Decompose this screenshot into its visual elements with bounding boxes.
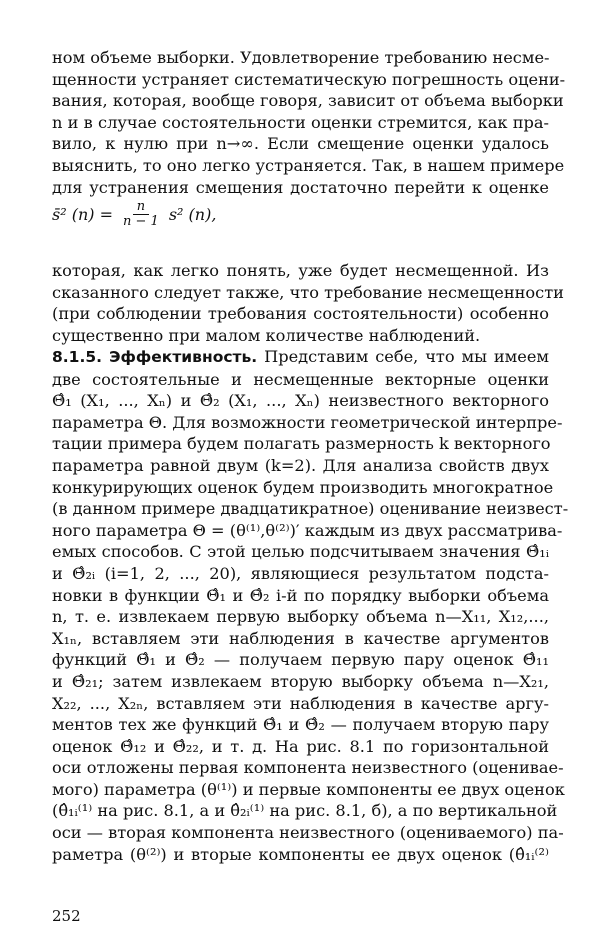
text-line: выяснить, то оно легко устраняется. Так, в нашем примере — [52, 155, 565, 175]
text-line: сказанного следует также, что требование несмещенности — [52, 282, 564, 302]
text-line: оценок Θ̂₁₂ и Θ̂₂₂, и т. д. На рис. 8.1 по горизонтальной — [52, 736, 549, 756]
paragraph-1 — [52, 47, 566, 198]
text-line: мого) параметра (θ⁽¹⁾) и первые компоненты ее двух оценок — [52, 779, 565, 799]
text-line: тации примера будем полагать размерность k векторного — [52, 434, 551, 454]
page-number: 252 — [52, 907, 81, 925]
section-heading: 8.1.5. Эффективность. — [52, 348, 258, 366]
text-line: (θ̂₁ᵢ⁽¹⁾ на рис. 8.1, а и θ̂₂ᵢ⁽¹⁾ на рис. 8.1, б), а по вертикальной — [52, 801, 558, 821]
text-line: существенно при малом количестве наблюдений. — [52, 325, 481, 345]
text-line: две состоятельные и несмещенные векторные оценки — [52, 369, 549, 389]
formula — [52, 200, 216, 229]
formula-right: s² (n), — [168, 205, 217, 224]
text-line: новки в функции Θ̂₁ и Θ̂₂ i-й по порядку выборки объема — [52, 585, 549, 605]
text-line: X₁ₙ, вставляем эти наблюдения в качестве аргументов — [52, 628, 549, 648]
text-line: X₂₂, ..., X₂ₙ, вставляем эти наблюдения в качестве аргу- — [52, 693, 549, 713]
text-line: для устранения смещения достаточно перейти к оценке — [52, 177, 549, 197]
text-line: и Θ̂₂ᵢ (i=1, 2, ..., 20), являющиеся результатом подста- — [52, 563, 549, 583]
paragraph-2 — [52, 260, 564, 346]
text-line: щенности устраняет систематическую погрешность оцени- — [52, 69, 566, 89]
text-line: ментов тех же функций Θ̂₁ и Θ̂₂ — получаем вторую пару — [52, 715, 549, 735]
text-line: ном объеме выборки. Удовлетворение требованию несме- — [52, 48, 550, 67]
text-line: оси отложены первая компонента неизвестного (оценивае- — [52, 758, 564, 778]
text-line: n, т. е. извлекаем первую выборку объема n—X₁₁, X₁₂,..., — [52, 607, 549, 627]
text-line: которая, как легко понять, уже будет несмещенной. Из — [52, 261, 549, 280]
text-line: емых способов. С этой целью подсчитываем значения Θ̂₁ᵢ — [52, 542, 549, 562]
fraction-denominator: n − 1 — [123, 214, 159, 229]
text-line: (в данном примере двадцатикратное) оценивание неизвест- — [52, 499, 569, 519]
fraction — [119, 200, 163, 229]
text-line: (при соблюдении требования состоятельности) особенно — [52, 304, 549, 324]
text-line: раметра (θ⁽²⁾) и вторые компоненты ее двух оценок (θ̂₁ᵢ⁽²⁾ — [52, 844, 549, 864]
fraction-numerator: n — [133, 200, 149, 215]
text-line: ного параметра Θ = (θ⁽¹⁾,θ⁽²⁾)′ каждым из двух рассматрива- — [52, 520, 563, 540]
text-line: параметра Θ. Для возможности геометрической интерпре- — [52, 412, 563, 432]
text-line-rest: Представим себе, что мы имеем — [264, 347, 549, 366]
formula-left: s̄² (n) = — [52, 205, 113, 224]
text-line: n и в случае состоятельности оценки стремится, как пра- — [52, 112, 549, 132]
text-line: параметра равной двум (k=2). Для анализа свойств двух — [52, 455, 549, 475]
text-line: конкурирующих оценок будем производить многократное — [52, 477, 554, 497]
text-line: и Θ̂₂₁; затем извлекаем вторую выборку объема n—X₂₁, — [52, 671, 549, 691]
text-line: функций Θ̂₁ и Θ̂₂ — получаем первую пару оценок Θ̂₁₁ — [52, 650, 549, 670]
paragraph-3 — [52, 346, 569, 865]
text-line: оси — вторая компонента неизвестного (оцениваемого) па- — [52, 823, 564, 843]
text-line: Θ̂₁ (X₁, ..., Xₙ) и Θ̂₂ (X₁, ..., Xₙ) неизвестного векторного — [52, 391, 549, 411]
text-line: вания, которая, вообще говоря, зависит от объема выборки — [52, 91, 564, 111]
text-line: вило, к нулю при n→∞. Если смещение оценки удалось — [52, 134, 549, 154]
text-line — [52, 346, 549, 369]
